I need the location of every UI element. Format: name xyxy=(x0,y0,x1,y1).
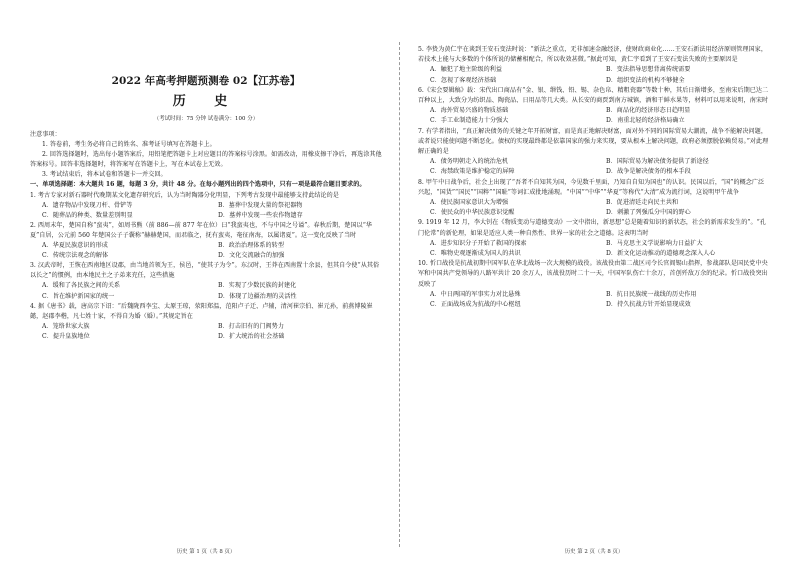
notice-item: 3. 考试结束后，将本试卷和答题卡一并交回。 xyxy=(42,171,167,179)
option-a: A．笼络世家大族 xyxy=(42,322,90,330)
option-b: B．实现了少数民族的封建化 xyxy=(218,282,297,290)
option-a: A．华夏民族意识的形成 xyxy=(42,242,108,250)
option-a: A．触犯了地主阶级的利益 xyxy=(430,66,503,74)
option-b: B．国际贸易为解决债务提供了新途径 xyxy=(606,158,709,166)
option-d: D．扩大统治的社会基础 xyxy=(218,332,285,340)
subject-heading: 历 史 xyxy=(172,94,240,109)
option-d: D．文化交流融合的加强 xyxy=(218,252,285,260)
notice-title: 注意事项： xyxy=(30,131,61,138)
page-footer-right: 历史 第 2 页（共 8 页） xyxy=(564,549,624,555)
option-a: A．中日两国的军事实力对比悬殊 xyxy=(430,290,521,298)
question-6 xyxy=(418,86,770,127)
question-5 xyxy=(418,45,770,86)
option-b: B．墓葬中发现大量的祭祀器物 xyxy=(218,201,303,209)
column-divider xyxy=(399,42,400,547)
question-stem: 1. 考古专家对新石器时代晚期某文化遗存研究后，认为当时陶器分化明显，下列考古发现中最能够支持此结论的是 xyxy=(30,191,339,199)
option-d: D．南重北轻的经济格局确立 xyxy=(606,117,685,125)
question-stem: 4. 据《唐书》载，唐高宗下诏：“后魏陇西李宝、太原王琼，荥阳郑温，范阳卢子迁、卢辅，清河崔宗伯、崔元孙，前燕博陵崔懿，赵郡李楷，凡七姓十家，不得自为婚（婚）。”其规定旨在 xyxy=(30,302,373,320)
option-a: A．债务明朝走入的统治危机 xyxy=(430,158,509,166)
question-2 xyxy=(30,221,382,261)
option-c: C．旨在维护新国家的统一 xyxy=(42,292,115,300)
question-stem: 10. 忻口战役是抗战初期中国军队在华北战场一次大规模的战役。该战役由第二战区司令长官阎锡山指挥，参战部队是国民党中央军和中国共产党领导的八路军共计 20 余万人，该战役历时二十一天，中国军队伤亡十余万，首创歼敌万余的纪录。忻口战役突出反映了 xyxy=(418,260,768,288)
option-c: C．提升皇族地位 xyxy=(42,332,90,340)
page-footer-left: 历史 第 1 页（共 8 页） xyxy=(176,549,236,555)
right-column xyxy=(418,45,770,310)
question-3 xyxy=(30,261,382,301)
option-a: A．缓和了各民族之间的关系 xyxy=(42,282,121,290)
question-stem: 6.《宋会要辑稿》载：宋代出口商品有“金、银、缗钱、铅、锡、杂色帛、精粗瓷器”等数十种，其后日渐增多，至南宋后期已达二百种以上，大致分为纺织品、陶瓷品、日用品等几大类。从长安的商贾到南方城镇，酒和干鲜水果等，材料可以用来说明，南宋时 xyxy=(418,86,769,105)
option-c: C．正面战场成为抗战的中心枢纽 xyxy=(430,301,521,309)
option-b: B．变法指导思想背离传统需要 xyxy=(606,66,691,74)
option-c: C．随葬品的种类、数量差别明显 xyxy=(42,211,133,219)
question-stem: 9. 1919 年 12 月，李大钊在《物质变动与道德变动》一文中指出，新思想“总是随着知识的新状态，社会的新需求发生的”。“孔门伦常”的新伦理，如果是适应人类一种自然性、世界一家的社会之道德。这表明当时 xyxy=(418,219,766,237)
option-a: A．进步知识分子开始了救国的探索 xyxy=(430,239,527,247)
question-stem: 7. 有学者指出，“真正解决债务的关键之年开拓财富，而是真正地解决财富，面对外不同的国际贸易大潮流，战争不能解决问题，或者说只能使问题不断恶化。债权的实现最终都是依靠国家的强力来实现，要从根本上解决问题，政府必须摆脱依赖贸易。”对此理解正确的是 xyxy=(418,127,769,156)
question-4 xyxy=(30,302,382,342)
option-a: A．遗存物品中发现刀杆、骨铲等 xyxy=(42,201,133,209)
option-a: A．使民族国家意识大为增强 xyxy=(430,199,509,207)
question-8 xyxy=(418,178,770,219)
notice-item: 2. 回答选择题时，选出每小题答案后，用铅笔把答题卡上对应题目的答案标号涂黑。如需改动，用橡皮擦干净后，再选涂其他答案标号。回答非选择题时，将答案写在答题卡上，写在本试卷上无效。 xyxy=(30,151,382,169)
question-stem: 3. 汉武帝时，王恢在西南地区设郡，由当地首领为王，侯邑，“使其子为令”。东汉时，王莽在西南置十余县，但其自令使“从其俗以长之”的惯例，由本地民主之子弟来充任，这些措施 xyxy=(30,262,380,280)
question-stem: 2. 西周末年，楚国自称“蛮夷”，如周书熊（前 886—前 877 年在位）曰“我蛮夷也，不与中国之号谥”。春秋后期，楚国以“华夏”自居，公元前 560 年楚国公子子囊称“赫赫楚国，而君临之，抚有蛮夷，奄征南海，以属诸夏”。这一变化反映了当时 xyxy=(30,221,373,239)
option-b: B．马克思主义学说影响力日益扩大 xyxy=(606,239,703,247)
question-7 xyxy=(418,127,770,178)
question-stem: 8. 甲午中日战争后，社会上出现了“吾者不自知其为国，今见数千里面，乃知自自知为国也”的认识。民国以后，“国”的概念广泛兴起，“国货”“国民”“国粹”“国耻”等词汇成批地涌现。“中国”“中华”“华夏”等称代“大清”成为流行词，这说明甲午战争 xyxy=(418,178,765,196)
option-d: D．组织变法的机构不够健全 xyxy=(606,76,685,84)
option-c: C．手工业制造能力十分强大 xyxy=(430,117,509,125)
option-a: A．海外贸易兴盛的物质基础 xyxy=(430,107,509,115)
option-c: C．唯物史观逐渐成为国人的共识 xyxy=(430,250,521,258)
question-stem: 5. 李贽为黄仁宇在谈到王安石变法时说：“新法之重点，无非加速金融经济，使财政商业化……王安石新法用经济原则管理国家，若技术上能与大多数的个体所说的储蓄相配合，所以收效甚微。”据此可知，黄仁宇看到了王安石变法失败的主要原因是 xyxy=(418,46,767,64)
exam-meta: （考试时间：75 分钟 试卷满分：100 分） xyxy=(153,116,259,122)
option-c: C．忽视了客观经济基础 xyxy=(430,76,497,84)
left-column xyxy=(30,48,382,342)
option-d: D．体现了边疆治理的灵活性 xyxy=(218,292,297,300)
option-b: B．商品化的经济形态日趋明显 xyxy=(606,107,691,115)
option-d: D．刺激了列强瓜分中国的野心 xyxy=(606,209,691,217)
option-d: D．墓葬中发现一些农作物遗存 xyxy=(218,211,303,219)
option-c: C．传统宗法观念的解体 xyxy=(42,252,109,260)
exam-title: 2022 年高考押题预测卷 02【江苏卷】 xyxy=(111,75,301,87)
question-9 xyxy=(418,218,770,259)
option-d: D．新文化运动推动的道德观念深入人心 xyxy=(606,250,716,258)
section-heading: 一、单项选择题：本大题共 16 题，每题 3 分，共计 48 分。在每小题列出的四个选项中，只有一项是最符合题目要求的。 xyxy=(30,181,366,189)
option-b: B．促进清廷走向民主共和 xyxy=(606,199,679,207)
option-c: C．使民众的中华民族意识觉醒 xyxy=(430,209,515,217)
question-1 xyxy=(30,191,382,221)
notice-item: 1. 答卷前，考生务必将自己的姓名、准考证号填写在答题卡上。 xyxy=(42,141,216,149)
option-b: B．打击旧有的门阀势力 xyxy=(218,322,284,330)
option-d: D．持久抗战方针开始显现成效 xyxy=(606,301,691,309)
option-b: B．政治治理体系的转型 xyxy=(218,242,284,250)
option-d: D．战争是解决债务的根本手段 xyxy=(606,168,691,176)
question-10 xyxy=(418,259,770,310)
option-b: B．抗日民族统一战线的历史作用 xyxy=(606,290,697,298)
option-c: C．海禁政策是维护稳定的屏障 xyxy=(430,168,515,176)
